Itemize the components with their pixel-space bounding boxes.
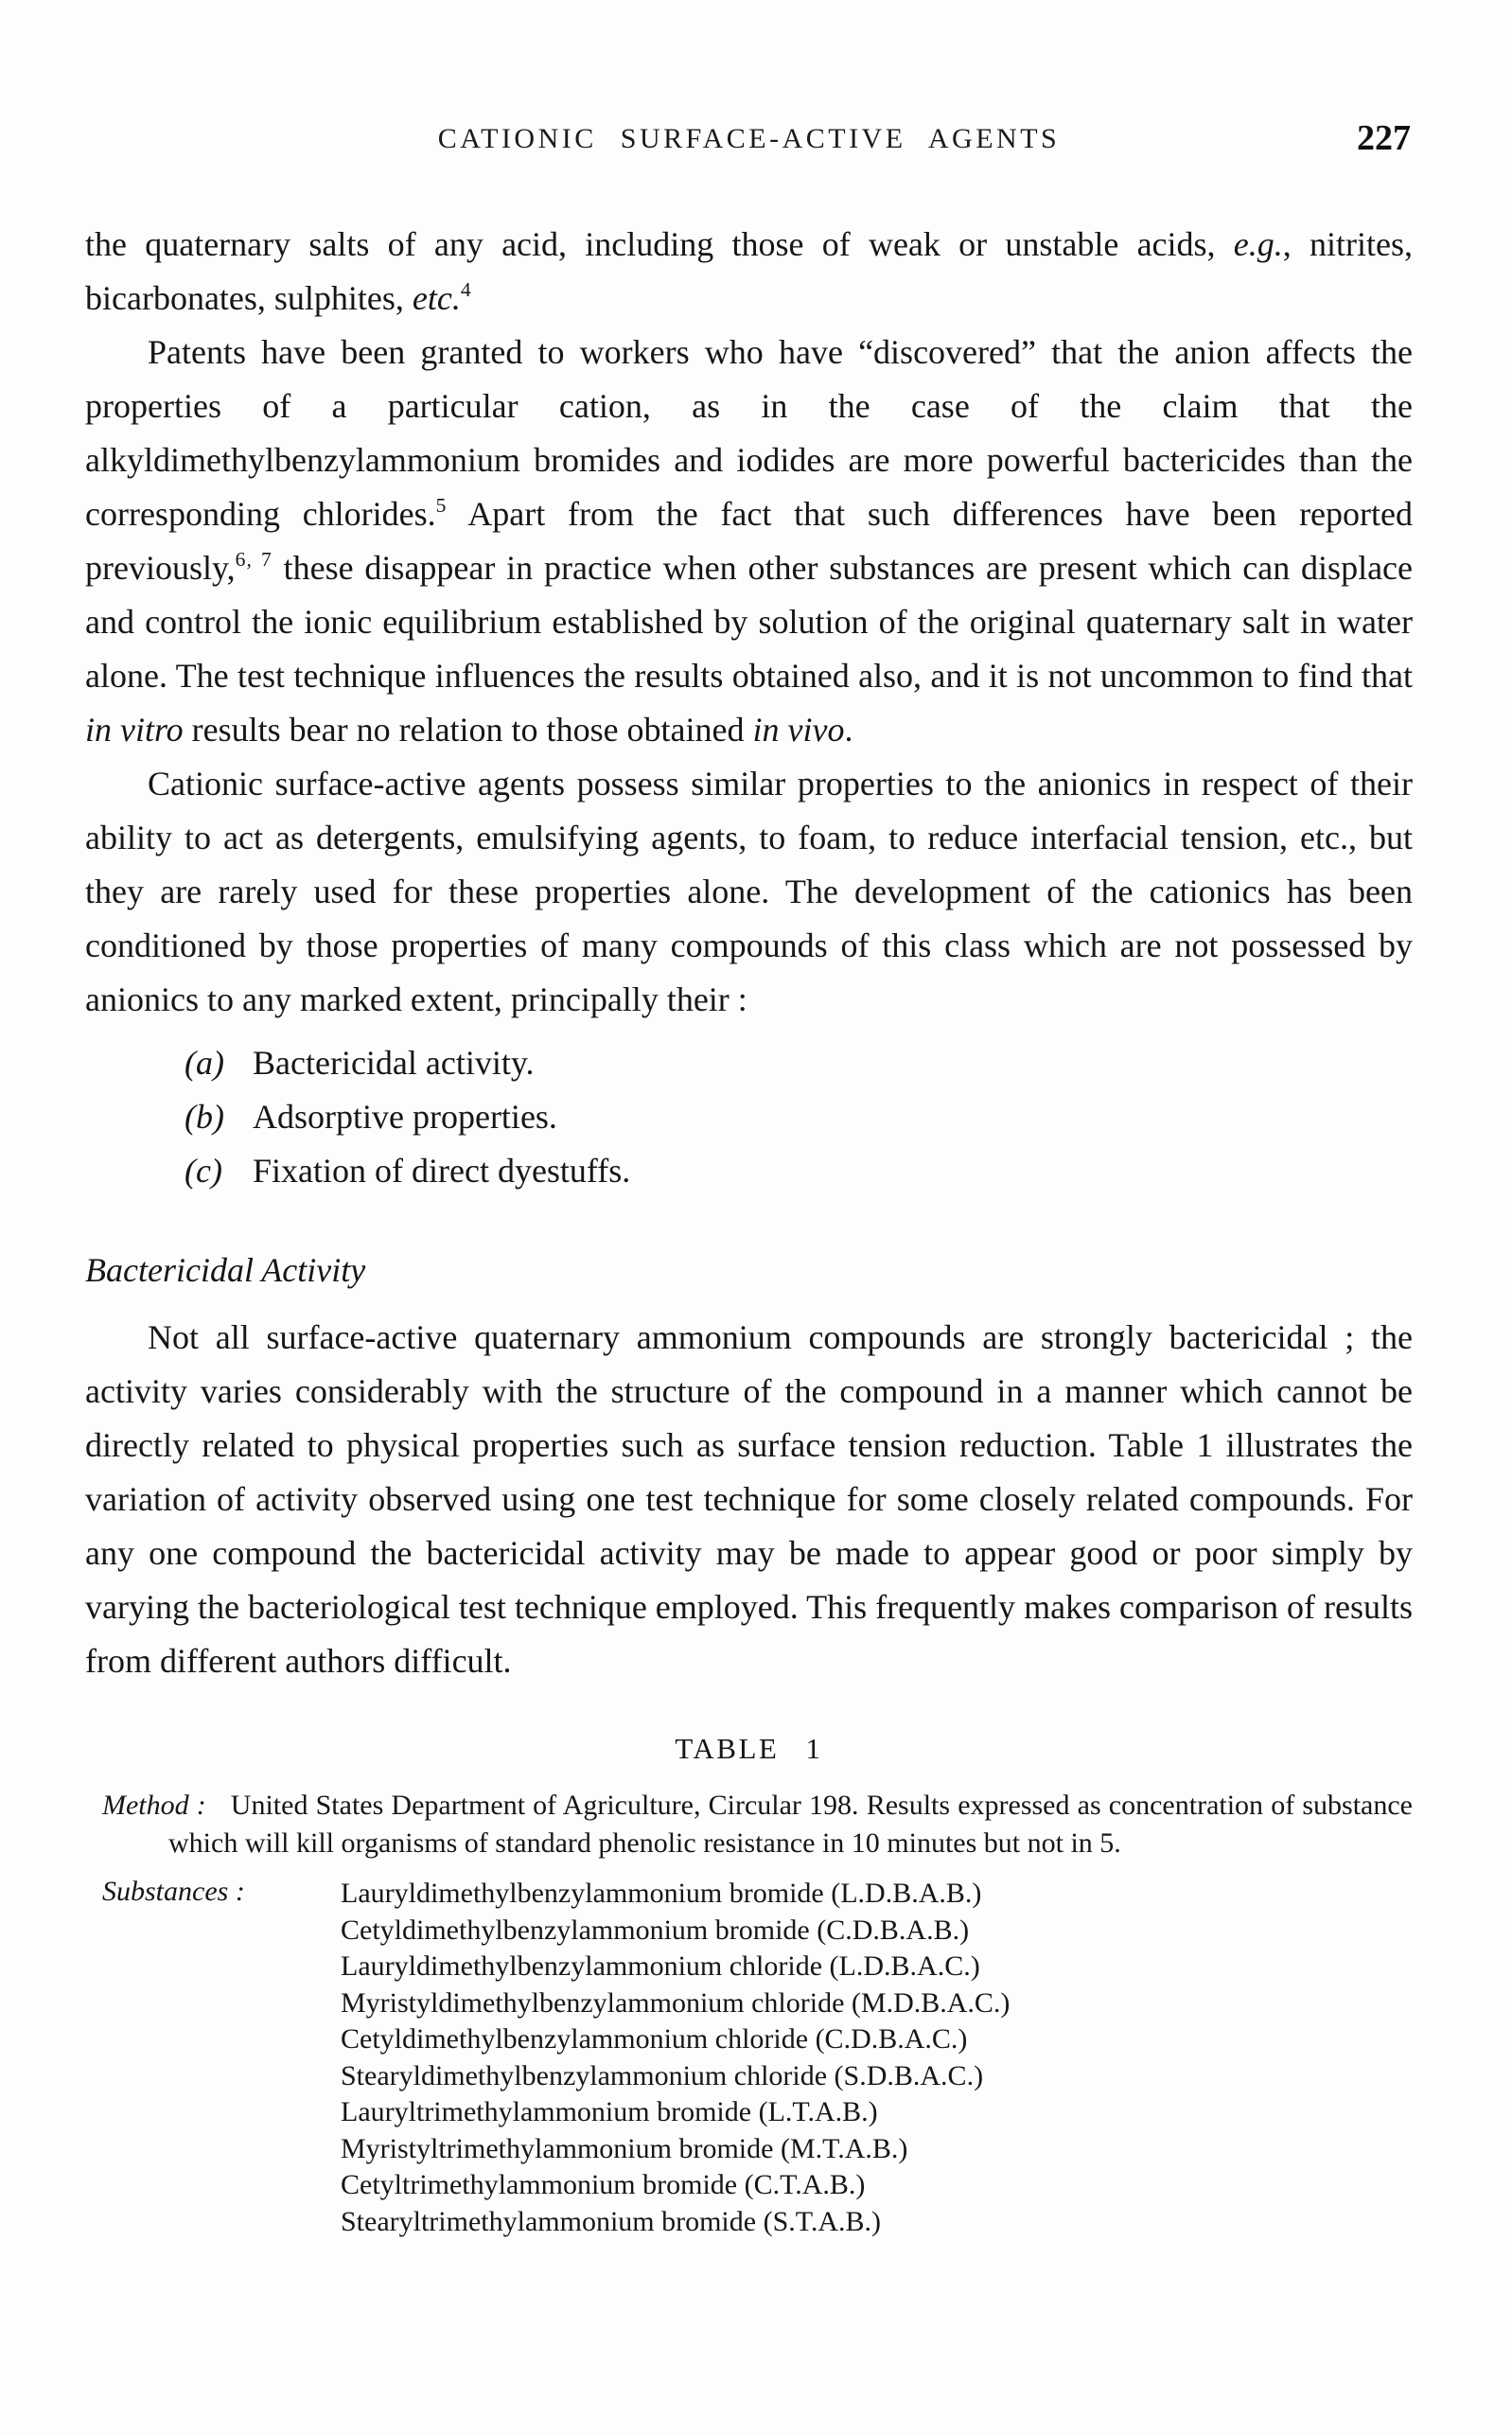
text-segment: etc.	[412, 279, 461, 317]
text-segment: in vivo	[752, 711, 845, 749]
running-head-title: CATIONIC SURFACE-ACTIVE AGENTS	[437, 123, 1061, 154]
paragraph	[85, 326, 1413, 757]
substance: Lauryldimethylbenzylammonium bromide (L.D.B.A.B.)	[341, 1878, 982, 1909]
text-segment: the quaternary salts of any acid, including those of weak or unstable acids,	[85, 225, 1234, 263]
list-item-label: Fixation of direct dyestuffs.	[253, 1152, 631, 1190]
text-segment: , nitrites, bicarbonates, sulphites,	[85, 225, 1414, 317]
substances-list	[341, 1876, 1413, 2240]
text-segment: Cationic surface-active agents possess similar properties to the anionics in respect of their ability to act as detergents, emulsifying agents, to foam, to reduce interfacial tension, etc., but they are rarely used for these properties alone. The development of the cationics has been conditioned by those properties of many compounds of this class which are not possessed by anionics to any marked extent, principally their :	[85, 765, 1413, 1018]
footnote-reference: 6, 7	[235, 548, 273, 571]
list-item-label: Adsorptive properties.	[253, 1098, 557, 1136]
text-segment: results bear no relation to those obtained	[183, 711, 753, 749]
substance: Cetyldimethylbenzylammonium bromide (C.D.B.A.B.)	[341, 1914, 970, 1946]
running-head	[85, 118, 1413, 168]
list-marker: (a)	[185, 1044, 224, 1082]
text-segment: these disappear in practice when other substances are present which can displace and control the ionic equilibrium established by solution of the original quaternary salt in water alone. The test technique influences the results obtained also, and it is not uncommon to find that	[85, 549, 1414, 695]
method-text: United States Department of Agriculture, Circular 198. Results expressed as concentration of substance which will kill organisms of standard phenolic resistance in 10 minutes but not in 5.	[168, 1790, 1413, 1859]
table-substances-row	[85, 1876, 1413, 2240]
table-method-row	[85, 1787, 1413, 1862]
table-caption: TABLE 1	[675, 1732, 823, 1765]
page-number: 227	[1357, 118, 1411, 158]
list-marker: (b)	[185, 1098, 224, 1136]
footnote-reference: 4	[460, 278, 472, 301]
footnote-reference: 5	[435, 494, 448, 517]
main-text	[85, 218, 1413, 1688]
text-segment: Not all surface-active quaternary ammonium compounds are strongly bactericidal ; the activity varies considerably with the structure of the compound in a manner which cannot be directly related to physical properties such as surface tension reduction. Table 1 illustrates the variation of activity observed using one test technique for some closely related compounds. For any one compound the bactericidal activity may be made to appear good or poor simply by varying the bacteriological test technique employed. This frequently makes comparison of results from different authors difficult.	[85, 1318, 1413, 1680]
paragraph	[85, 1311, 1413, 1688]
list-marker: (c)	[185, 1152, 222, 1190]
substance: Myristyldimethylbenzylammonium chloride (M.D.B.A.C.)	[341, 1986, 1011, 2019]
text-segment: e.g.	[1233, 225, 1283, 263]
text-segment: in vitro	[85, 711, 184, 749]
substance: Cetyldimethylbenzylammonium chloride (C.D.B.A.C.)	[341, 2023, 968, 2055]
substance: Stearyltrimethylammonium bromide (S.T.A.B.)	[341, 2205, 882, 2237]
list-item	[185, 1090, 1413, 1144]
substance: Stearyldimethylbenzylammonium chloride (S.D.B.A.C.)	[341, 2059, 984, 2091]
text-segment: Patents have been granted to workers who have “discovered” that the anion affects the properties of a particular cation, as in the case of the claim that the alkyldimethylbenzylammonium bromides and iodides are more powerful bactericides than the corresponding chlorides.	[85, 333, 1413, 533]
section-heading: Bactericidal Activity	[85, 1251, 366, 1289]
substance: Cetyltrimethylammonium bromide (C.T.A.B.)	[341, 2169, 866, 2200]
substances-label: Substances :	[102, 1876, 245, 1907]
substance: Lauryldimethylbenzylammonium chloride (L.D.B.A.C.)	[341, 1950, 980, 1982]
method-label: Method :	[102, 1790, 206, 1821]
paragraph	[85, 757, 1413, 1027]
property-list	[85, 1036, 1413, 1198]
substance: Lauryltrimethylammonium bromide (L.T.A.B.)	[341, 2096, 878, 2127]
list-item-label: Bactericidal activity.	[253, 1044, 535, 1082]
text-segment: Apart from the fact that such differences have been reported previously,	[85, 495, 1414, 587]
list-item	[185, 1144, 1413, 1198]
list-item	[185, 1036, 1413, 1090]
substance: Myristyltrimethylammonium bromide (M.T.A.B.)	[341, 2132, 908, 2164]
table-1	[85, 1732, 1413, 2240]
text-segment: .	[844, 711, 853, 749]
paragraph	[85, 218, 1413, 326]
